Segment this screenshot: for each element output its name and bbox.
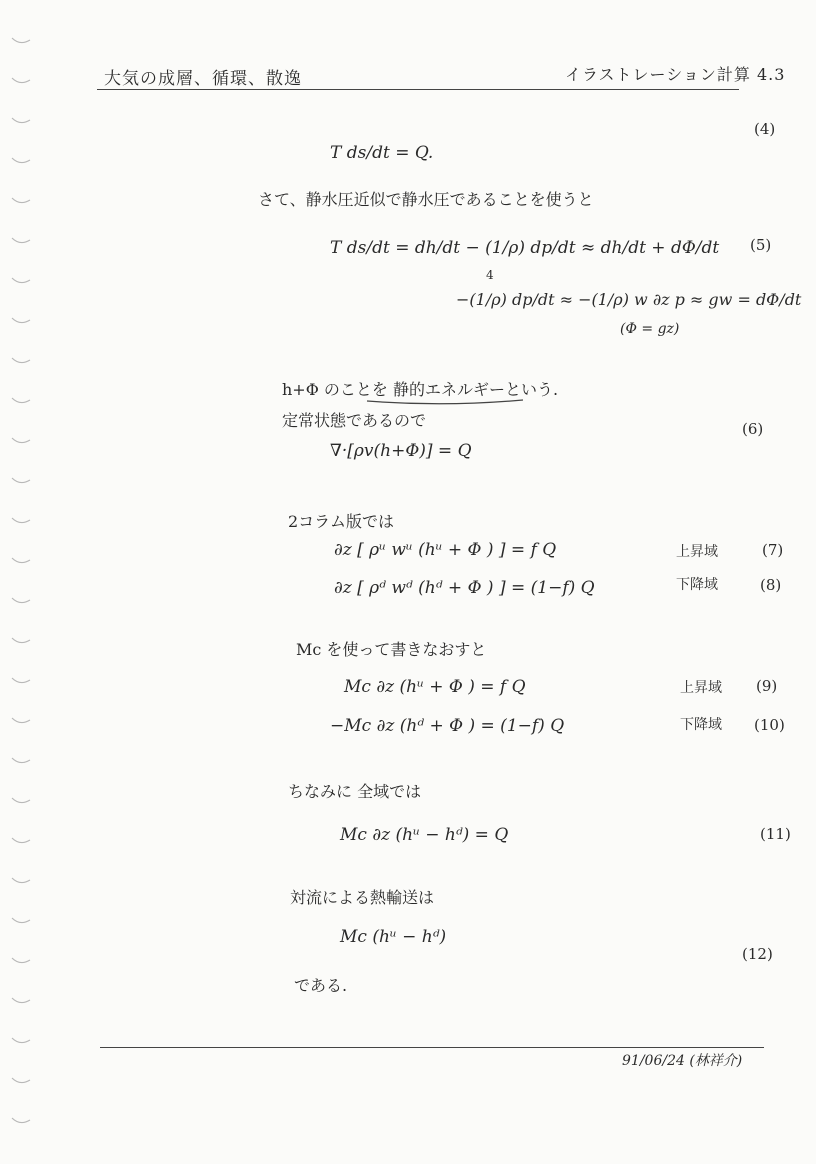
global-text: ちなみに 全域では xyxy=(288,782,422,801)
equation-5a: T ds/dt = dh/dt − (1/ρ) dp/dt ≈ dh/dt + dΦ/dt xyxy=(330,238,720,258)
binding-holes xyxy=(0,0,40,1164)
closing-text: である. xyxy=(294,976,348,995)
underline-mark xyxy=(365,398,525,406)
header-section: イラストレーション計算 4.3 xyxy=(565,65,786,84)
equation-7-label: 上昇域 xyxy=(676,544,718,560)
transport-text: 対流による熱輸送は xyxy=(290,888,435,907)
footer-date-author: 91/06/24 (林祥介) xyxy=(622,1053,743,1069)
equation-number-5: (5) xyxy=(750,236,772,254)
equation-6: ∇·[ρv(h+Φ)] = Q xyxy=(330,441,472,461)
equation-number-9: (9) xyxy=(756,677,778,695)
equation-number-4: (4) xyxy=(754,120,776,138)
equation-8-label: 下降域 xyxy=(676,577,718,593)
steady-state-text: 定常状態であるので xyxy=(282,411,427,430)
footer-rule xyxy=(100,1047,764,1048)
equation-8: ∂z [ ρᵈ wᵈ (hᵈ + Φ ) ] = (1−f) Q xyxy=(334,578,595,598)
equation-4: T ds/dt = Q. xyxy=(330,143,434,163)
intro-text-5: さて、静水圧近似で静水圧であることを使うと xyxy=(258,190,594,209)
header-rule xyxy=(97,89,739,90)
equation-10-label: 下降域 xyxy=(680,717,722,733)
equation-12: Mc (hᵘ − hᵈ) xyxy=(340,927,447,947)
equation-11: Mc ∂z (hᵘ − hᵈ) = Q xyxy=(340,825,509,845)
definition-text: h+Φ のことを 静的エネルギーという. xyxy=(282,380,559,399)
equation-number-10: (10) xyxy=(754,716,785,734)
equation-5c: (Φ = gz) xyxy=(620,321,680,337)
equation-number-6: (6) xyxy=(742,420,764,438)
equation-7: ∂z [ ρᵘ wᵘ (hᵘ + Φ ) ] = f Q xyxy=(334,540,557,560)
equation-number-8: (8) xyxy=(760,576,782,594)
mc-text: Mc を使って書きなおすと xyxy=(296,640,487,659)
equation-5b: −(1/ρ) dp/dt ≈ −(1/ρ) w ∂z p ≈ gw = dΦ/dt xyxy=(456,290,802,309)
equation-9: Mc ∂z (hᵘ + Φ ) = f Q xyxy=(344,677,526,697)
equation-number-7: (7) xyxy=(762,541,784,559)
equation-5-mark: 4 xyxy=(486,268,494,282)
equation-9-label: 上昇域 xyxy=(680,680,722,696)
equation-number-11: (11) xyxy=(760,825,791,843)
header-title: 大気の成層、循環、散逸 xyxy=(104,69,302,89)
two-column-text: 2コラム版では xyxy=(288,512,395,531)
equation-number-12: (12) xyxy=(742,945,773,963)
equation-10: −Mc ∂z (hᵈ + Φ ) = (1−f) Q xyxy=(330,716,565,736)
